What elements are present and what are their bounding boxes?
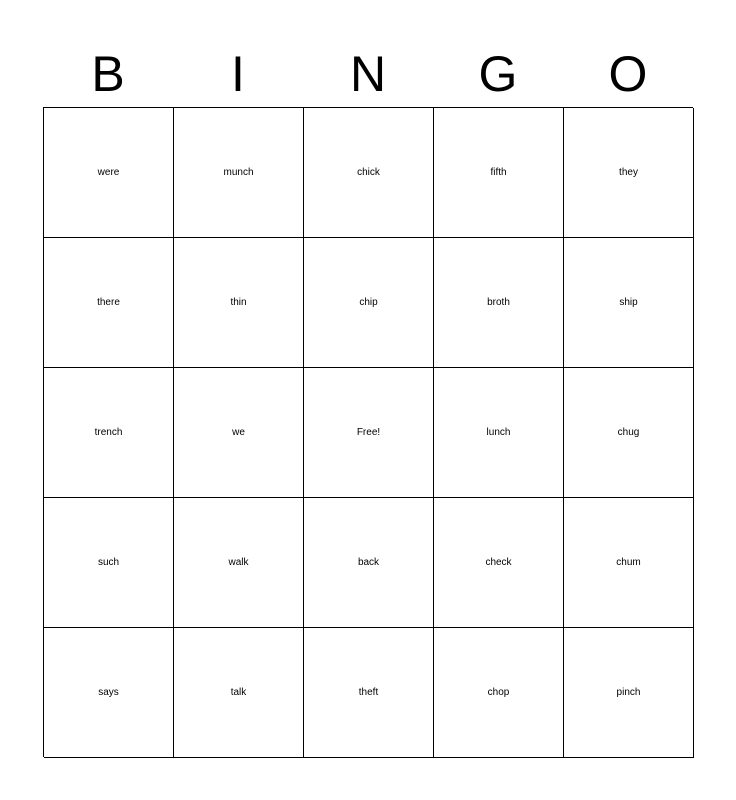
header-letter-b: B (91, 46, 125, 102)
bingo-cell: talk (174, 628, 304, 758)
bingo-cell: munch (174, 108, 304, 238)
bingo-cell: chug (564, 368, 694, 498)
header-letter-i: I (231, 46, 245, 102)
bingo-cell: thin (174, 238, 304, 368)
bingo-cell: lunch (434, 368, 564, 498)
bingo-cell: ship (564, 238, 694, 368)
bingo-cell-free: Free! (304, 368, 434, 498)
header-letter-g: G (478, 46, 518, 102)
header-letter-o: O (608, 46, 648, 102)
bingo-grid (43, 107, 693, 757)
bingo-cell: chop (434, 628, 564, 758)
bingo-cell: back (304, 498, 434, 628)
bingo-cell: we (174, 368, 304, 498)
bingo-cell: pinch (564, 628, 694, 758)
bingo-cell: theft (304, 628, 434, 758)
bingo-cell: chip (304, 238, 434, 368)
header-letter-n: N (349, 46, 387, 102)
bingo-header (43, 40, 693, 108)
bingo-cell: there (44, 238, 174, 368)
bingo-cell: such (44, 498, 174, 628)
bingo-cell: trench (44, 368, 174, 498)
bingo-cell: were (44, 108, 174, 238)
bingo-cell: fifth (434, 108, 564, 238)
bingo-cell: broth (434, 238, 564, 368)
bingo-cell: says (44, 628, 174, 758)
bingo-cell: check (434, 498, 564, 628)
bingo-cell: chick (304, 108, 434, 238)
bingo-cell: they (564, 108, 694, 238)
bingo-cell: chum (564, 498, 694, 628)
bingo-cell: walk (174, 498, 304, 628)
